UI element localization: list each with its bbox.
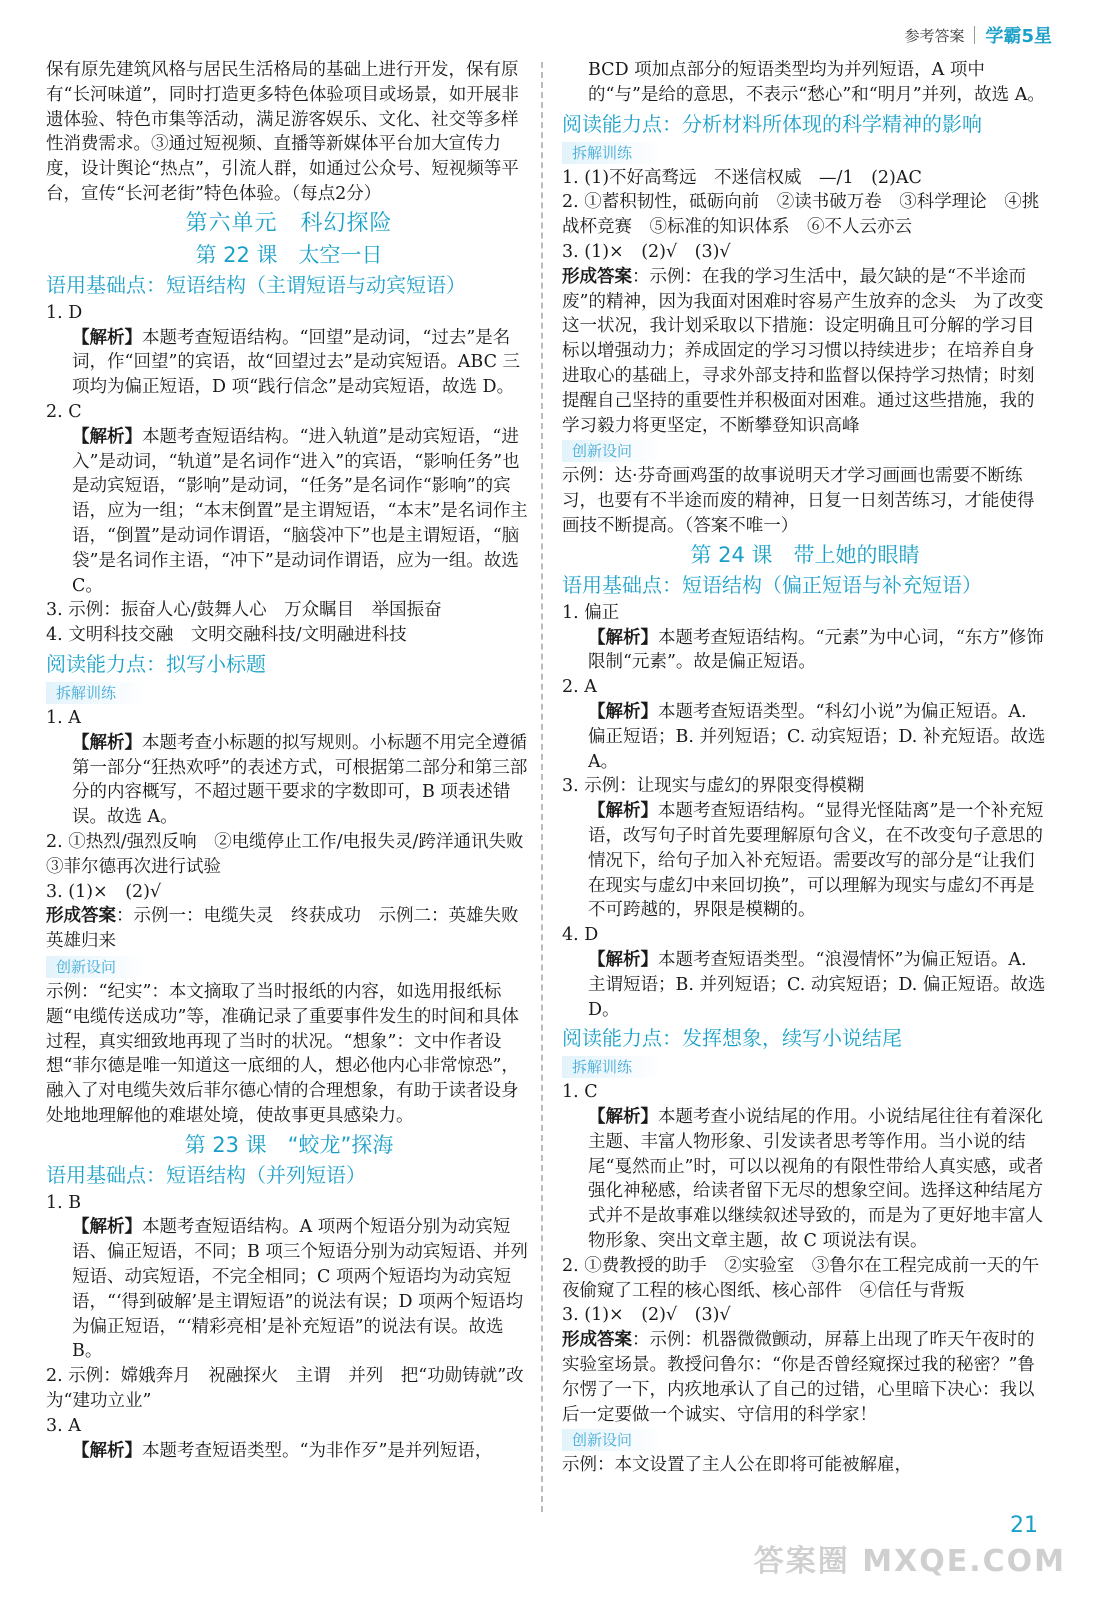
explanation: 【解析】本题考查短语结构。“回望”是动词，“过去”是名词，作“回望”的宾语，故“回望过去”是动宾短语。ABC 三项均为偏正短语，D 项“践行信念”是动宾短语，故选 D。 bbox=[72, 327, 521, 398]
page-number: 21 bbox=[1010, 1513, 1038, 1538]
paragraph: 保有原先建筑风格与居民生活格局的基础上进行开发，保有原有“长河味道”，同时打造更多特色体验项目或场景，如开展非遗体验、特色市集等活动，满足游客娱乐、文化、社交等多样性消费需求。③通过短视频、直播等新媒体平台加大宣传力度，设计舆论“热点”，引流人群，如通过公众号、短视频等平台，宣传“长河老街”特色体验。（每点2分） bbox=[46, 60, 519, 204]
right-column bbox=[562, 58, 1048, 1478]
paragraph: 示例：本文设置了主人公在即将可能被解雇， bbox=[562, 1455, 912, 1476]
header-divider bbox=[974, 26, 975, 44]
answer-item: 4. D bbox=[562, 925, 599, 946]
section-heading: 阅读能力点：分析材料所体现的科学精神的影响 bbox=[562, 111, 982, 136]
page-header bbox=[904, 22, 1052, 48]
brand-logo: 学霸5星 bbox=[985, 26, 1052, 47]
sub-tag: 拆解训练 bbox=[562, 142, 662, 164]
answer-item: 1. B bbox=[46, 1192, 82, 1213]
section-heading: 语用基础点：短语结构（主谓短语与动宾短语） bbox=[46, 272, 466, 297]
sub-tag: 拆解训练 bbox=[562, 1056, 662, 1078]
answer-item: 3. 示例：振奋人心/鼓舞人心 万众瞩目 举国振奋 bbox=[46, 600, 442, 621]
answer-item: 4. 文明科技交融 文明交融科技/文明融进科技 bbox=[46, 625, 407, 646]
paragraph: BCD 项加点部分的短语类型均为并列短语，A 项中的“与”是给的意思，不表示“愁心”和“明月”并列，故选 A。 bbox=[588, 60, 1045, 105]
answer-item: 1. C bbox=[562, 1082, 598, 1103]
answer-item: 3. (1)× (2)√ (3)√ bbox=[562, 241, 731, 262]
explanation: 【解析】本题考查小说结尾的作用。小说结尾往往有着深化主题、丰富人物形象、引发读者思考等作用。当小说的结尾“戛然而止”时，可以以视角的有限性带给人真实感，或者强化神秘感，给读者留下无尽的想象空间。选择这种结尾方式并不是故事难以继续叙述导致的，而是为了更好地丰富人物形象、突出文章主题，故 C 项说法有误。 bbox=[588, 1107, 1044, 1252]
answer-item: 1. A bbox=[46, 707, 81, 728]
explanation: 【解析】本题考查短语类型。“科幻小说”为偏正短语。A. 偏正短语；B. 并列短语；C. 动宾短语；D. 补充短语。故选 A。 bbox=[588, 701, 1046, 772]
paragraph: 示例：达·芬奇画鸡蛋的故事说明天才学习画画也需要不断练习，也要有不半途而废的精神，日复一日刻苦练习，才能使得画技不断提高。（答案不唯一） bbox=[562, 466, 1035, 536]
sub-tag: 拆解训练 bbox=[46, 682, 146, 704]
explanation: 【解析】本题考查短语类型。“为非作歹”是并列短语， bbox=[72, 1440, 493, 1461]
answer-item: 3. (1)× (2)√ (3)√ bbox=[562, 1305, 731, 1326]
answer-item: 2. ①蓄积韧性，砥砺向前 ②读书破万卷 ③科学理论 ④挑战杯竞赛 ⑤标准的知识体系 ⑥不人云亦云 bbox=[562, 192, 1040, 238]
answer-item: 2. ①费教授的助手 ②实验室 ③鲁尔在工程完成前一天的午夜偷窥了工程的核心图纸、核心部件 ④信任与背叛 bbox=[562, 1255, 1040, 1301]
explanation: 【解析】本题考查小标题的拟写规则。小标题不用完全遵循第一部分“狂热欢呼”的表述方式，可根据第二部分和第三部分的内容概写，不超过题干要求的字数即可，B 项表述错误。故选 A。 bbox=[72, 732, 528, 828]
explanation: 【解析】本题考查短语类型。“浪漫情怀”为偏正短语。A. 主谓短语；B. 并列短语；C. 动宾短语；D. 偏正短语。故选 D。 bbox=[588, 949, 1046, 1020]
left-column bbox=[46, 58, 541, 1463]
answer-item: 2. A bbox=[562, 677, 597, 698]
lesson-title: 第 22 课 太空一日 bbox=[195, 242, 383, 267]
formed-answer: 形成答案：示例：在我的学习生活中，最欠缺的是“不半途而废”的精神，因为我面对困难时容易产生放弃的念头 为了改变这一状况，我计划采取以下措施：设定明确且可分解的学习目标以增强动力；养成固定的学习习惯以持续进步；在培养自身进取心的基础上，寻求外部支持和监督以保持学习热情；时刻提醒自己坚持的重要性并积极面对困难。通过这些措施，我的学习毅力将更坚定，不断攀登知识高峰 bbox=[562, 266, 1044, 436]
lesson-title: 第 24 课 带上她的眼睛 bbox=[690, 542, 920, 567]
answer-item: 1. D bbox=[46, 302, 83, 323]
watermark-logo: 答案圈 MXQE.COM bbox=[753, 1544, 1066, 1579]
answer-item: 2. 示例：嫦娥奔月 祝融探火 主谓 并列 把“功勋铸就”改为“建功立业” bbox=[46, 1366, 524, 1412]
sub-tag: 创新设问 bbox=[562, 1429, 662, 1451]
lesson-title: 第 23 课 “蛟龙”探海 bbox=[184, 1132, 394, 1157]
sub-tag: 创新设问 bbox=[46, 956, 146, 978]
answer-item: 2. ①热烈/强烈反响 ②电缆停止工作/电报失灵/跨洋通讯失败 ③菲尔德再次进行试验 bbox=[46, 831, 541, 877]
answer-item: 1. 偏正 bbox=[562, 602, 620, 623]
paragraph: 示例：“纪实”：本文摘取了当时报纸的内容，如选用报纸标题“电缆传送成功”等，准确记录了重要事件发生的时间和具体过程，真实细致地再现了当时的状况。“想象”：文中作者设想“菲尔德是唯一知道这一底细的人，想必他内心非常惊恐”，融入了对电缆失效后菲尔德心情的合理想象，有助于读者设身处地地理解他的难堪处境，使故事更具感染力。 bbox=[46, 981, 519, 1126]
answer-item: 1. (1)不好高骛远 不迷信权威 —/1 (2)AC bbox=[562, 167, 922, 188]
section-heading: 语用基础点：短语结构（并列短语） bbox=[46, 1162, 366, 1187]
section-heading: 阅读能力点：拟写小标题 bbox=[46, 651, 266, 676]
section-heading: 阅读能力点：发挥想象，续写小说结尾 bbox=[562, 1026, 902, 1051]
header-ref-label: 参考答案 bbox=[904, 26, 965, 45]
sub-tag: 创新设问 bbox=[562, 440, 662, 462]
explanation: 【解析】本题考查短语结构。A 项两个短语分别为动宾短语、偏正短语，不同；B 项三个短语分别为动宾短语、并列短语、动宾短语，不完全相同；C 项两个短语均为动宾短语，“‘得到破解’是主谓短语”的说法有误；D 项两个短语均为偏正短语，“‘精彩亮相’是补充短语”的说法有误。故选 B。 bbox=[72, 1217, 528, 1362]
formed-answer: 形成答案：示例：机器微微颤动，屏幕上出现了昨天午夜时的实验室场景。教授问鲁尔：“你是否曾经窥探过我的秘密？”鲁尔愣了一下，内疚地承认了自己的过错，心里暗下决心：我以后一定要做一个诚实、守信用的科学家！ bbox=[562, 1330, 1035, 1425]
answer-item: 2. C bbox=[46, 401, 82, 422]
answer-item: 3. 示例：让现实与虚幻的界限变得模糊 bbox=[562, 776, 865, 797]
column-divider bbox=[541, 62, 543, 1512]
explanation: 【解析】本题考查短语结构。“进入轨道”是动宾短语，“进入”是动词，“轨道”是名词作“进入”的宾语，“影响任务”也是动宾短语，“影响”是动词，“任务”是名词作“影响”的宾语，应为一组；“本末倒置”是主谓短语，“本末”是名词作主语，“倒置”是动词作谓语，“脑袋冲下”也是主谓短语，“脑袋”是名词作主语，“冲下”是动词作谓语，应为一组。故选 C。 bbox=[72, 426, 528, 596]
formed-answer: 形成答案：示例一：电缆失灵 终获成功 示例二：英雄失败 英雄归来 bbox=[46, 906, 536, 952]
unit-title: 第六单元 科幻探险 bbox=[185, 210, 393, 236]
section-heading: 语用基础点：短语结构（偏正短语与补充短语） bbox=[562, 572, 982, 597]
explanation: 【解析】本题考查短语结构。“元素”为中心词，“东方”修饰限制“元素”。故是偏正短语。 bbox=[588, 627, 1044, 673]
explanation: 【解析】本题考查短语结构。“显得光怪陆离”是一个补充短语，改写句子时首先要理解原句含义，在不改变句子意思的情况下，给句子加入补充短语。需要改写的部分是“让我们在现实与虚幻中来回切换”，可以理解为现实与虚幻不再是不可跨越的，界限是模糊的。 bbox=[588, 801, 1044, 921]
answer-item: 3. A bbox=[46, 1415, 81, 1436]
answer-item: 3. (1)× (2)√ bbox=[46, 881, 162, 902]
